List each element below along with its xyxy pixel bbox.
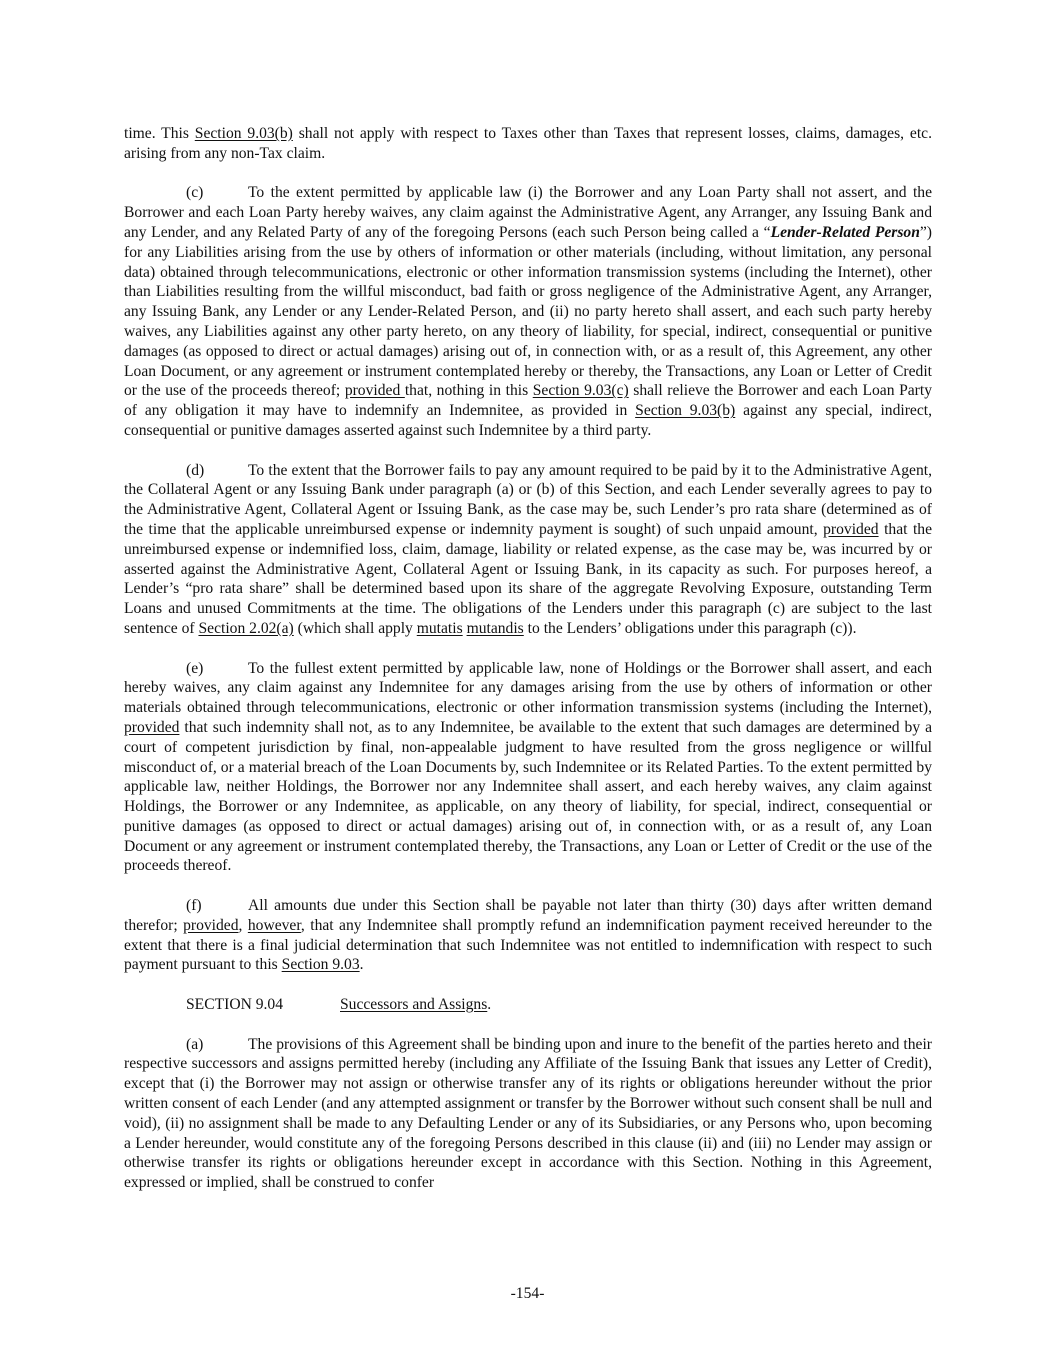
section-reference: Section 9.03(b) (635, 402, 736, 420)
paragraph-section-9-03-b-continuation: time. This Section 9.03(b) shall not apply with respect to Taxes other than Taxes that represent losses, claims, damages, etc. arising from any non-Tax claim. (124, 125, 932, 162)
section-heading-9-04: SECTION 9.04 Successors and Assigns. (186, 996, 492, 1014)
section-reference: Section 2.02(a) (198, 619, 294, 637)
latin-term: mutandis (466, 619, 524, 637)
section-reference: Section 9.03(c) (532, 382, 629, 400)
provided-term: provided (183, 916, 239, 934)
paragraph-label: (e) (186, 659, 204, 677)
page-number: -154- (510, 1285, 545, 1302)
provided-term: provided (344, 382, 405, 400)
paragraph-label: (d) (186, 461, 205, 479)
document-page (124, 124, 932, 1213)
paragraph-label: (f) (186, 897, 202, 915)
paragraph-d: (d) To the extent that the Borrower fails to pay any amount required to be paid by it to the Administrative Agent, the Collateral Agent or any Issuing Bank under paragraph (a) or (b) of this Section, and each Lender severally agrees to pay to the Administrative Agent, Collateral Agent or Issuing Bank, as the case may be, such Lender’s pro rata share (determined as of the time that the applicable unreimbursed expense or indemnity payment is sought) of such unpaid amount, provided that the unreimbursed expense or indemnified loss, claim, damage, liability or related expense, as the case may be, was incurred by or asserted against the Administrative Agent, Collateral Agent or Issuing Bank, in its capacity as such. For purposes hereof, a Lender’s “pro rata share” shall be determined based upon its share of the aggregate Revolving Exposure, outstanding Term Loans and unused Commitments at the time. The obligations of the Lenders under this paragraph (c) are subject to the last sentence of Section 2.02(a) (which shall apply mutatis mutandis to the Lenders’ obligations under this paragraph (c)). (124, 461, 933, 637)
section-reference: Section 9.03(b) (194, 125, 293, 142)
paragraph-f: (f) All amounts due under this Section shall be payable not later than thirty (30) days after written demand therefor; provided, however, that any Indemnitee shall promptly refund an indemnification payment received hereunder to the extent that there is a final judicial determination that such Indemnitee was not entitled to indemnification with respect to such payment pursuant to this Section 9.03. (124, 897, 932, 974)
section-reference: Section 9.03 (281, 956, 360, 974)
paragraph-c: (c) To the extent permitted by applicable law (i) the Borrower and any Loan Party shall not assert, and the Borrower and each Loan Party hereby waives, any claim against the Administrative Agent, any Arranger, any Issuing Bank and any Lender, and any Related Party of any of the foregoing Persons (each such Person being called a “Lender-Related Person”) for any Liabilities arising from the use by others of information or other materials (including, without limitation, any personal data) obtained through telecommunications, electronic or other information transmission systems (including the Internet), other than Liabilities resulting from the willful misconduct, bad faith or gross negligence of the Administrative Agent, any Arranger, any Issuing Bank, any Lender or any Lender-Related Person, and (ii) no party hereto shall assert, and each such party hereby waives, any Liabilities against any other party hereto, on any theory of liability, for special, indirect, consequential or punitive damages (as opposed to direct or actual damages) arising out of, in connection with, or as a result of, this Agreement, any other Loan Document, or any agreement or instrument contemplated hereby or thereby, the Transactions, any Loan or Letter of Credit or the use of the proceeds thereof; provided that, nothing in this Section 9.03(c) shall relieve the Borrower and each Loan Party of any obligation it may have to indemnify an Indemnitee, as provided in Section 9.03(b) against any special, indirect, consequential or punitive damages asserted against such Indemnitee by a third party. (124, 184, 932, 439)
latin-term: mutatis (416, 619, 463, 637)
paragraph-label: (c) (186, 184, 204, 202)
paragraph-label: (a) (186, 1035, 204, 1053)
provided-term: provided (823, 520, 879, 538)
paragraph-e: (e) To the fullest extent permitted by applicable law, none of Holdings or the Borrower shall assert, and each hereby waives, any claim against any Indemnitee for any damages arising from the use by others of information or other materials obtained through telecommunications, electronic or other information transmission systems (including the Internet), provided that such indemnity shall not, as to any Indemnitee, be available to the extent that such damages are determined by a court of competent jurisdiction by final, non-appealable judgment to have resulted from the gross negligence or willful misconduct of, or a material breach of the Loan Documents by, such Indemnitee or its Related Parties. To the extent permitted by applicable law, neither Holdings, the Borrower nor any Indemnitee shall assert, and each hereby waives, any claim against Holdings, the Borrower or any Indemnitee, as applicable, on any theory of liability, for special, indirect, consequential or punitive damages (as opposed to direct or actual damages) arising out of, in connection with, or as a result of, any Loan Document or any agreement or instrument contemplated thereby, the Transactions, any Loan or Letter of Credit or the use of the proceeds thereof. (124, 659, 932, 875)
section-title: Successors and Assigns (340, 996, 488, 1014)
however-term: however (247, 916, 301, 934)
section-number: SECTION 9.04 (186, 996, 284, 1014)
defined-term: Lender-Related Person (770, 223, 920, 241)
paragraph-a: (a) The provisions of this Agreement shall be binding upon and inure to the benefit of the parties hereto and their respective successors and assigns permitted hereby (including any Affiliate of the Issuing Bank that issues any Letter of Credit), except that (i) the Borrower may not assign or otherwise transfer any of its rights or obligations hereunder without the prior written consent of each Lender (and any attempted assignment or transfer by the Borrower without such consent shall be null and void), (ii) no assignment shall be made to any Defaulting Lender or any of its Subsidiaries, or any Persons who, upon becoming a Lender hereunder, would constitute any of the foregoing Persons described in this clause (ii) and (iii) no Lender may assign or otherwise transfer its rights or obligations hereunder except in accordance with this Section. Nothing in this Agreement, expressed or implied, shall be construed to confer (124, 1035, 932, 1192)
provided-term: provided (124, 718, 180, 736)
